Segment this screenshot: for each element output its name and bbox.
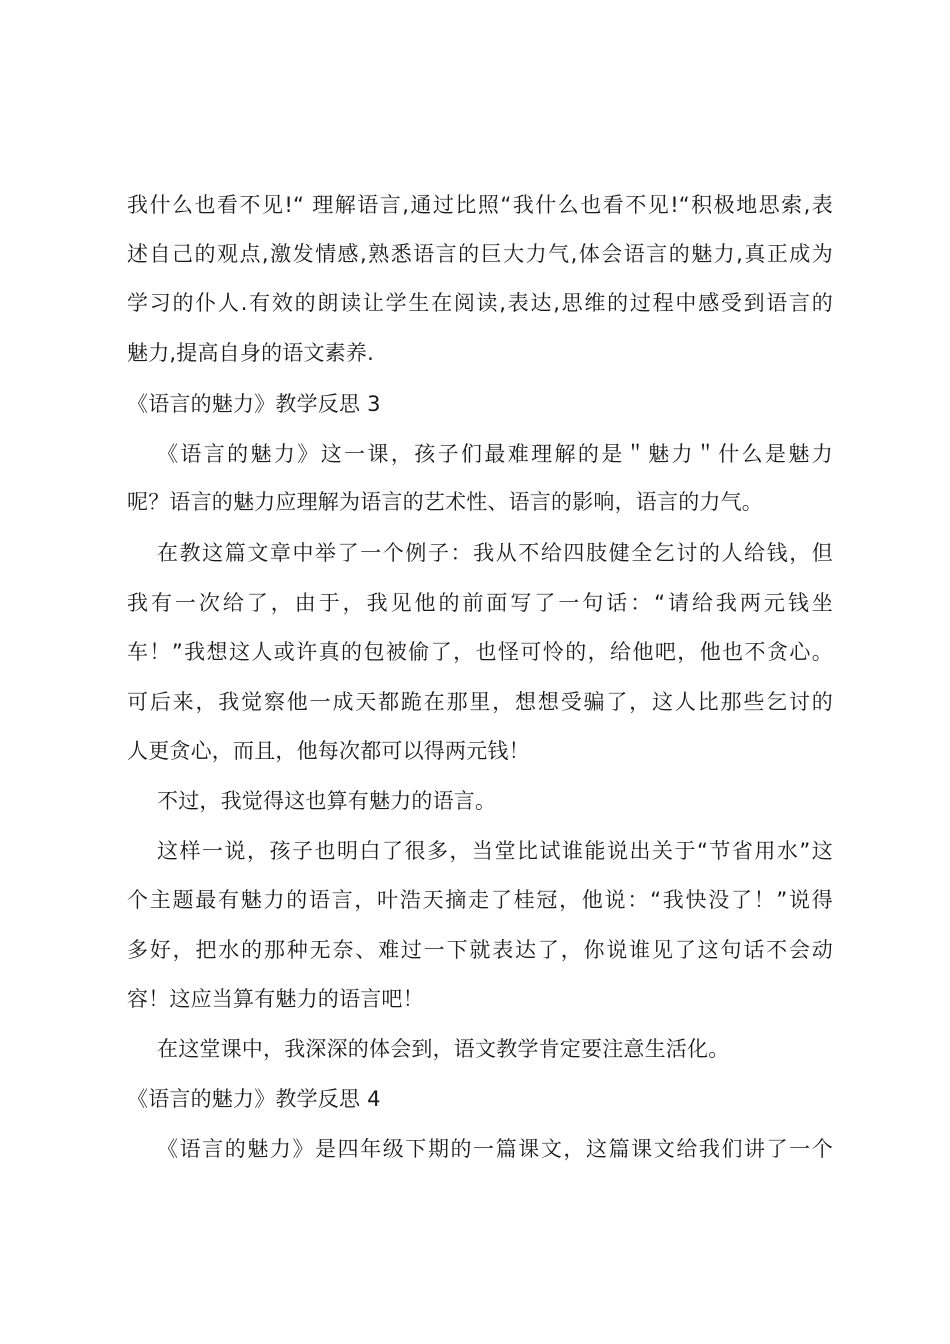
paragraph-line: 我有一次给了，由于，我见他的前面写了一句话：“请给我两元钱坐 <box>127 591 833 615</box>
paragraph-line: 车！”我想这人或许真的包被偷了，也怪可怜的，给他吧，他也不贪心。 <box>127 640 833 664</box>
paragraph-line: 魅力,提高自身的语文素养. <box>127 341 374 365</box>
paragraph-line: 可后来，我觉察他一成天都跪在那里，想想受骗了，这人比那些乞讨的 <box>127 690 833 714</box>
paragraph-line: 多好，把水的那种无奈、难过一下就表达了，你说谁见了这句话不会动 <box>127 938 833 962</box>
paragraph-line: 容！这应当算有魅力的语言吧！ <box>127 987 424 1011</box>
paragraph-line: 人更贪心，而且，他每次都可以得两元钱！ <box>127 739 530 763</box>
paragraph-line: 述自己的观点,激发情感,熟悉语言的巨大力气,体会语言的魅力,真正成为 <box>127 242 833 266</box>
paragraph-line: 在教这篇文章中举了一个例子：我从不给四肢健全乞讨的人给钱，但 <box>157 541 833 565</box>
section-heading: 《语言的魅力》教学反思 3 <box>127 392 381 416</box>
section-heading: 《语言的魅力》教学反思 4 <box>127 1087 381 1111</box>
paragraph-line: 在这堂课中，我深深的体会到，语文教学肯定要注意生活化。 <box>157 1037 730 1061</box>
paragraph-line: 呢？语言的魅力应理解为语言的艺术性、语言的影响，语言的力气。 <box>127 490 763 514</box>
paragraph-line: 《语言的魅力》是四年级下期的一篇课文，这篇课文给我们讲了一个 <box>157 1137 833 1161</box>
paragraph-line: 我什么也看不见!“ 理解语言,通过比照“我什么也看不见!“积极地思索,表 <box>127 193 833 217</box>
paragraph-line: 《语言的魅力》这一课，孩子们最难理解的是＂魅力＂什么是魅力 <box>157 442 833 466</box>
paragraph-line: 不过，我觉得这也算有魅力的语言。 <box>157 789 497 813</box>
paragraph-line: 个主题最有魅力的语言，叶浩天摘走了桂冠，他说：“我快没了！”说得 <box>127 888 833 912</box>
paragraph-line: 这样一说，孩子也明白了很多，当堂比试谁能说出关于“节省用水”这 <box>157 839 833 863</box>
paragraph-line: 学习的仆人.有效的朗读让学生在阅读,表达,思维的过程中感受到语言的 <box>127 291 833 315</box>
